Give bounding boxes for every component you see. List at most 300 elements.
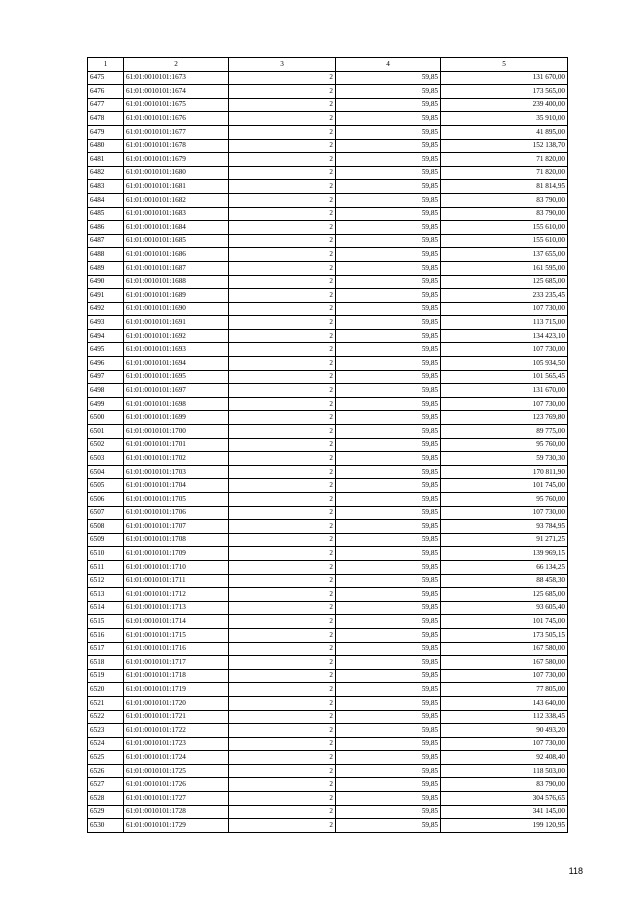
table-cell: 2 (229, 329, 336, 343)
table-cell: 59,85 (336, 275, 441, 289)
table-cell: 61:01:0010101:1677 (124, 125, 229, 139)
table-cell: 95 760,00 (441, 438, 568, 452)
table-cell: 61:01:0010101:1705 (124, 493, 229, 507)
table-cell: 6475 (88, 71, 124, 85)
table-row (88, 221, 568, 235)
table-cell: 59,85 (336, 384, 441, 398)
table-cell: 6504 (88, 465, 124, 479)
table-cell: 6530 (88, 819, 124, 833)
table-cell: 59,85 (336, 248, 441, 262)
table-cell: 2 (229, 778, 336, 792)
table-cell: 2 (229, 724, 336, 738)
table-cell: 2 (229, 207, 336, 221)
table-cell: 6494 (88, 329, 124, 343)
table-cell: 6499 (88, 397, 124, 411)
table-cell: 2 (229, 261, 336, 275)
table-cell: 118 503,00 (441, 764, 568, 778)
table-cell: 91 271,25 (441, 533, 568, 547)
table-cell: 2 (229, 819, 336, 833)
table-cell: 59,85 (336, 261, 441, 275)
table-cell: 6503 (88, 452, 124, 466)
table-cell: 6492 (88, 302, 124, 316)
table-cell: 107 730,00 (441, 302, 568, 316)
table-cell: 2 (229, 683, 336, 697)
table-cell: 83 790,00 (441, 207, 568, 221)
table-cell: 61:01:0010101:1714 (124, 615, 229, 629)
table-row (88, 397, 568, 411)
table-cell: 6508 (88, 520, 124, 534)
table-cell: 2 (229, 112, 336, 126)
table-cell: 61:01:0010101:1720 (124, 696, 229, 710)
table-cell: 59,85 (336, 547, 441, 561)
table-cell: 125 685,00 (441, 588, 568, 602)
table-cell: 59,85 (336, 71, 441, 85)
table-cell: 92 408,40 (441, 751, 568, 765)
table-cell: 6501 (88, 425, 124, 439)
table-row (88, 139, 568, 153)
table-row (88, 547, 568, 561)
table-cell: 59,85 (336, 438, 441, 452)
table-row (88, 384, 568, 398)
table-row (88, 506, 568, 520)
table-cell: 6525 (88, 751, 124, 765)
column-header: 4 (336, 58, 441, 72)
table-row (88, 438, 568, 452)
table-row (88, 642, 568, 656)
table-cell: 61:01:0010101:1716 (124, 642, 229, 656)
table-row (88, 615, 568, 629)
table-cell: 107 730,00 (441, 506, 568, 520)
table-cell: 107 730,00 (441, 343, 568, 357)
table-cell: 2 (229, 710, 336, 724)
table-row (88, 289, 568, 303)
table-cell: 59,85 (336, 601, 441, 615)
table-cell: 2 (229, 98, 336, 112)
table-row (88, 560, 568, 574)
table-cell: 71 820,00 (441, 153, 568, 167)
table-cell: 59,85 (336, 493, 441, 507)
table-cell: 59,85 (336, 139, 441, 153)
table-cell: 6517 (88, 642, 124, 656)
table-cell: 59,85 (336, 125, 441, 139)
table-cell: 59,85 (336, 234, 441, 248)
table-row (88, 574, 568, 588)
table-cell: 61:01:0010101:1691 (124, 316, 229, 330)
table-cell: 6527 (88, 778, 124, 792)
table-row (88, 85, 568, 99)
table-cell: 59,85 (336, 452, 441, 466)
table-cell: 6507 (88, 506, 124, 520)
table-cell: 59,85 (336, 696, 441, 710)
table-cell: 2 (229, 560, 336, 574)
table-cell: 6477 (88, 98, 124, 112)
table-cell: 61:01:0010101:1674 (124, 85, 229, 99)
table-cell: 61:01:0010101:1712 (124, 588, 229, 602)
table-row (88, 153, 568, 167)
table-row (88, 493, 568, 507)
table-cell: 167 580,00 (441, 642, 568, 656)
table-cell: 2 (229, 533, 336, 547)
table-cell: 6509 (88, 533, 124, 547)
table-row (88, 520, 568, 534)
table-cell: 59,85 (336, 560, 441, 574)
table-cell: 61:01:0010101:1710 (124, 560, 229, 574)
table-cell: 59,85 (336, 819, 441, 833)
table-cell: 112 338,45 (441, 710, 568, 724)
table-cell: 61:01:0010101:1690 (124, 302, 229, 316)
page-number: 118 (568, 866, 583, 876)
table-cell: 341 145,00 (441, 805, 568, 819)
table-row (88, 357, 568, 371)
table-cell: 6513 (88, 588, 124, 602)
table-cell: 61:01:0010101:1727 (124, 792, 229, 806)
table-row (88, 710, 568, 724)
table-cell: 61:01:0010101:1699 (124, 411, 229, 425)
table-cell: 61:01:0010101:1675 (124, 98, 229, 112)
table-cell: 2 (229, 751, 336, 765)
table-cell: 6481 (88, 153, 124, 167)
table-cell: 155 610,00 (441, 234, 568, 248)
table-cell: 61:01:0010101:1702 (124, 452, 229, 466)
table-cell: 59,85 (336, 180, 441, 194)
table-cell: 59,85 (336, 615, 441, 629)
table-cell: 2 (229, 316, 336, 330)
header-row (88, 58, 568, 72)
table-cell: 81 814,95 (441, 180, 568, 194)
table-row (88, 533, 568, 547)
table-cell: 2 (229, 452, 336, 466)
table-cell: 125 685,00 (441, 275, 568, 289)
table-row (88, 479, 568, 493)
table-cell: 61:01:0010101:1693 (124, 343, 229, 357)
table-cell: 2 (229, 275, 336, 289)
table-cell: 2 (229, 792, 336, 806)
table-cell: 61:01:0010101:1689 (124, 289, 229, 303)
table-cell: 2 (229, 574, 336, 588)
table-cell: 143 640,00 (441, 696, 568, 710)
table-cell: 61:01:0010101:1680 (124, 166, 229, 180)
table-cell: 59,85 (336, 397, 441, 411)
table-row (88, 805, 568, 819)
table-cell: 123 769,80 (441, 411, 568, 425)
table-row (88, 207, 568, 221)
table-cell: 61:01:0010101:1692 (124, 329, 229, 343)
table-row (88, 125, 568, 139)
table-cell: 6485 (88, 207, 124, 221)
table-cell: 61:01:0010101:1688 (124, 275, 229, 289)
table-cell: 6528 (88, 792, 124, 806)
table-row (88, 778, 568, 792)
data-table (87, 57, 568, 833)
table-cell: 2 (229, 438, 336, 452)
table-cell: 2 (229, 479, 336, 493)
table-cell: 59,85 (336, 343, 441, 357)
table-cell: 59,85 (336, 411, 441, 425)
table-cell: 59,85 (336, 193, 441, 207)
table-row (88, 465, 568, 479)
table-row (88, 248, 568, 262)
table-cell: 6484 (88, 193, 124, 207)
table-cell: 88 458,30 (441, 574, 568, 588)
table-cell: 6522 (88, 710, 124, 724)
table-cell: 61:01:0010101:1713 (124, 601, 229, 615)
table-cell: 107 730,00 (441, 397, 568, 411)
table-row (88, 696, 568, 710)
table-cell: 6493 (88, 316, 124, 330)
table-cell: 167 580,00 (441, 656, 568, 670)
table-cell: 61:01:0010101:1722 (124, 724, 229, 738)
table-cell: 59,85 (336, 642, 441, 656)
table-cell: 61:01:0010101:1687 (124, 261, 229, 275)
table-cell: 6491 (88, 289, 124, 303)
table-cell: 61:01:0010101:1707 (124, 520, 229, 534)
table-cell: 161 595,00 (441, 261, 568, 275)
table-cell: 6502 (88, 438, 124, 452)
table-cell: 2 (229, 166, 336, 180)
table-row (88, 425, 568, 439)
table-cell: 59,85 (336, 778, 441, 792)
table-cell: 61:01:0010101:1728 (124, 805, 229, 819)
table-cell: 2 (229, 125, 336, 139)
table-cell: 90 493,20 (441, 724, 568, 738)
table-cell: 59,85 (336, 302, 441, 316)
table-cell: 2 (229, 737, 336, 751)
table-cell: 2 (229, 180, 336, 194)
table-cell: 2 (229, 234, 336, 248)
table-cell: 59,85 (336, 520, 441, 534)
table-row (88, 819, 568, 833)
table-cell: 59,85 (336, 289, 441, 303)
table-cell: 6526 (88, 764, 124, 778)
table-cell: 61:01:0010101:1711 (124, 574, 229, 588)
table-cell: 134 423,10 (441, 329, 568, 343)
column-header: 3 (229, 58, 336, 72)
table-cell: 61:01:0010101:1681 (124, 180, 229, 194)
table-cell: 2 (229, 588, 336, 602)
table-row (88, 683, 568, 697)
table-cell: 66 134,25 (441, 560, 568, 574)
table-cell: 155 610,00 (441, 221, 568, 235)
table-cell: 2 (229, 615, 336, 629)
table-cell: 2 (229, 506, 336, 520)
table-cell: 2 (229, 343, 336, 357)
table-cell: 6524 (88, 737, 124, 751)
table-cell: 59,85 (336, 737, 441, 751)
table-cell: 61:01:0010101:1679 (124, 153, 229, 167)
table-row (88, 98, 568, 112)
table-cell: 131 670,00 (441, 71, 568, 85)
table-cell: 6512 (88, 574, 124, 588)
table-cell: 61:01:0010101:1697 (124, 384, 229, 398)
table-cell: 2 (229, 71, 336, 85)
table-cell: 59,85 (336, 112, 441, 126)
table-cell: 2 (229, 397, 336, 411)
table-row (88, 316, 568, 330)
table-cell: 107 730,00 (441, 669, 568, 683)
table-cell: 59,85 (336, 329, 441, 343)
table-cell: 6516 (88, 628, 124, 642)
table-cell: 61:01:0010101:1708 (124, 533, 229, 547)
table-cell: 6520 (88, 683, 124, 697)
table-row (88, 112, 568, 126)
table-cell: 59,85 (336, 479, 441, 493)
table-cell: 61:01:0010101:1704 (124, 479, 229, 493)
table-cell: 2 (229, 601, 336, 615)
table-cell: 61:01:0010101:1701 (124, 438, 229, 452)
table-cell: 2 (229, 669, 336, 683)
table-cell: 113 715,00 (441, 316, 568, 330)
table-cell: 61:01:0010101:1682 (124, 193, 229, 207)
table-cell: 2 (229, 628, 336, 642)
table-cell: 6497 (88, 370, 124, 384)
table-row (88, 370, 568, 384)
table-cell: 6498 (88, 384, 124, 398)
table-cell: 131 670,00 (441, 384, 568, 398)
table-row (88, 724, 568, 738)
table-cell: 61:01:0010101:1683 (124, 207, 229, 221)
table-cell: 59,85 (336, 628, 441, 642)
table-cell: 59,85 (336, 724, 441, 738)
table-row (88, 343, 568, 357)
table-cell: 6511 (88, 560, 124, 574)
table-cell: 6506 (88, 493, 124, 507)
column-header: 5 (441, 58, 568, 72)
column-header: 2 (124, 58, 229, 72)
table-cell: 2 (229, 85, 336, 99)
table-cell: 59,85 (336, 357, 441, 371)
table-cell: 2 (229, 221, 336, 235)
table-row (88, 588, 568, 602)
table-cell: 101 745,00 (441, 615, 568, 629)
table-cell: 59,85 (336, 221, 441, 235)
table-cell: 59,85 (336, 370, 441, 384)
table-cell: 6486 (88, 221, 124, 235)
table-cell: 105 934,50 (441, 357, 568, 371)
table-cell: 101 565,45 (441, 370, 568, 384)
table-cell: 6478 (88, 112, 124, 126)
table-cell: 2 (229, 357, 336, 371)
table-cell: 61:01:0010101:1673 (124, 71, 229, 85)
table-cell: 2 (229, 425, 336, 439)
table-cell: 59,85 (336, 574, 441, 588)
table-cell: 61:01:0010101:1684 (124, 221, 229, 235)
table-cell: 6490 (88, 275, 124, 289)
table-cell: 59,85 (336, 153, 441, 167)
table-cell: 61:01:0010101:1695 (124, 370, 229, 384)
table-cell: 93 784,95 (441, 520, 568, 534)
table-header (88, 58, 568, 72)
table-cell: 139 969,15 (441, 547, 568, 561)
table-cell: 6480 (88, 139, 124, 153)
table-cell: 2 (229, 193, 336, 207)
table-row (88, 275, 568, 289)
table-cell: 71 820,00 (441, 166, 568, 180)
table-cell: 6496 (88, 357, 124, 371)
table-row (88, 751, 568, 765)
table-cell: 89 775,00 (441, 425, 568, 439)
table-cell: 93 605,40 (441, 601, 568, 615)
table-cell: 6529 (88, 805, 124, 819)
table-cell: 59,85 (336, 710, 441, 724)
table-cell: 6488 (88, 248, 124, 262)
table-cell: 6500 (88, 411, 124, 425)
table-cell: 137 655,00 (441, 248, 568, 262)
table-cell: 199 120,95 (441, 819, 568, 833)
table-cell: 2 (229, 139, 336, 153)
table-cell: 59,85 (336, 751, 441, 765)
table-cell: 59,85 (336, 465, 441, 479)
table-cell: 6483 (88, 180, 124, 194)
table-row (88, 411, 568, 425)
table-cell: 6521 (88, 696, 124, 710)
table-cell: 6515 (88, 615, 124, 629)
table-cell: 2 (229, 642, 336, 656)
table-cell: 2 (229, 547, 336, 561)
table-cell: 59,85 (336, 792, 441, 806)
table-cell: 61:01:0010101:1719 (124, 683, 229, 697)
table-row (88, 792, 568, 806)
table-cell: 61:01:0010101:1725 (124, 764, 229, 778)
table-row (88, 601, 568, 615)
table-cell: 6518 (88, 656, 124, 670)
table-cell: 6479 (88, 125, 124, 139)
table-cell: 107 730,00 (441, 737, 568, 751)
table-cell: 77 805,00 (441, 683, 568, 697)
table-cell: 61:01:0010101:1729 (124, 819, 229, 833)
table-cell: 61:01:0010101:1724 (124, 751, 229, 765)
table-row (88, 329, 568, 343)
table-cell: 61:01:0010101:1721 (124, 710, 229, 724)
table-row (88, 71, 568, 85)
table-cell: 152 138,70 (441, 139, 568, 153)
table-cell: 101 745,00 (441, 479, 568, 493)
table-cell: 61:01:0010101:1726 (124, 778, 229, 792)
table-cell: 61:01:0010101:1706 (124, 506, 229, 520)
table-cell: 61:01:0010101:1718 (124, 669, 229, 683)
table-cell: 59,85 (336, 98, 441, 112)
table-cell: 6482 (88, 166, 124, 180)
table-cell: 83 790,00 (441, 193, 568, 207)
table-cell: 2 (229, 696, 336, 710)
table-cell: 61:01:0010101:1676 (124, 112, 229, 126)
table-cell: 59,85 (336, 669, 441, 683)
table-body (88, 71, 568, 832)
table-cell: 304 576,65 (441, 792, 568, 806)
table-cell: 6476 (88, 85, 124, 99)
table-row (88, 669, 568, 683)
table-cell: 59,85 (336, 533, 441, 547)
table-cell: 6487 (88, 234, 124, 248)
table-cell: 2 (229, 248, 336, 262)
table-cell: 6519 (88, 669, 124, 683)
table-cell: 2 (229, 764, 336, 778)
table-cell: 59,85 (336, 588, 441, 602)
table-row (88, 166, 568, 180)
table-cell: 59,85 (336, 683, 441, 697)
table-cell: 59,85 (336, 85, 441, 99)
table-cell: 61:01:0010101:1698 (124, 397, 229, 411)
table-cell: 6514 (88, 601, 124, 615)
table-cell: 61:01:0010101:1685 (124, 234, 229, 248)
table-cell: 2 (229, 656, 336, 670)
table-cell: 61:01:0010101:1717 (124, 656, 229, 670)
table-row (88, 628, 568, 642)
table-cell: 61:01:0010101:1678 (124, 139, 229, 153)
table-cell: 59,85 (336, 656, 441, 670)
table-cell: 2 (229, 153, 336, 167)
table-row (88, 180, 568, 194)
column-header: 1 (88, 58, 124, 72)
